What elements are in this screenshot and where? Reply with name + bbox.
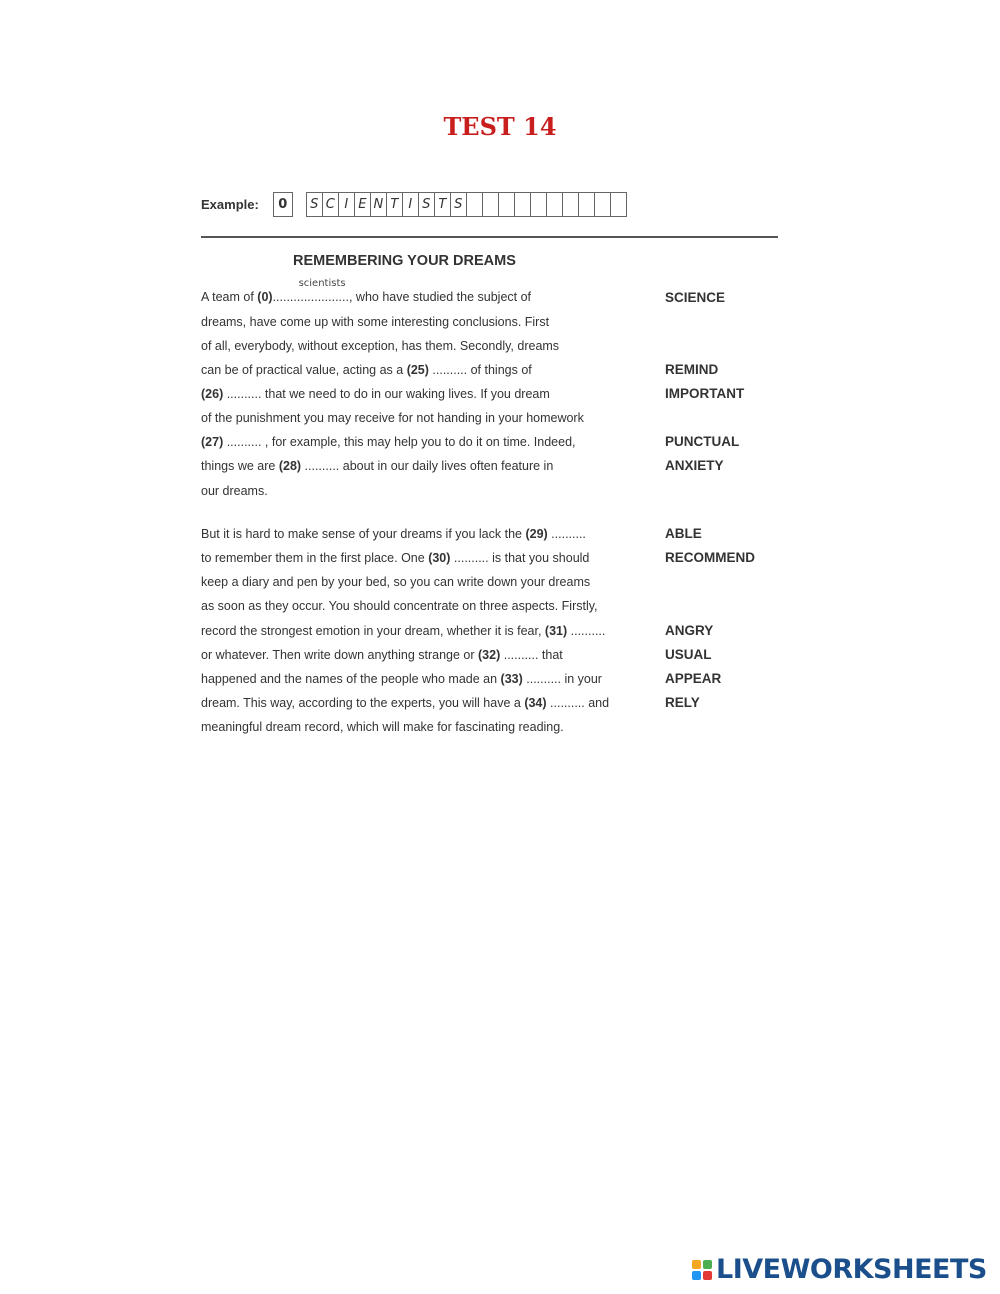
text-line: record the strongest emotion in your dream, whether it is fear, (31) ..........: [201, 624, 606, 638]
example-letter-box: [466, 192, 483, 217]
example-number-box: 0: [273, 192, 293, 217]
gap-27[interactable]: .......... , for example, this may help you to do it on time. Indeed,: [223, 435, 576, 449]
gap-33[interactable]: .......... in your: [522, 672, 602, 686]
gap-34[interactable]: .......... and: [546, 696, 610, 710]
example-letter-box: [562, 192, 579, 217]
text-line: [201, 435, 576, 449]
gap-29[interactable]: ..........: [547, 527, 586, 541]
example-label: Example:: [201, 196, 259, 212]
gap-30[interactable]: .......... is that you should: [450, 551, 590, 565]
example-letter-box: T: [386, 192, 403, 217]
example-letter-box: [482, 192, 499, 217]
liveworksheets-logo: [692, 1254, 987, 1285]
keyword-punctual: PUNCTUAL: [665, 434, 740, 449]
example-letter-box: [514, 192, 531, 217]
text-line: A team of (0)...................... scientists , who have studied the subject of: [201, 278, 532, 304]
gap-number-28: (28): [278, 459, 302, 473]
example-letter-box: E: [354, 192, 371, 217]
keyword-recommend: RECOMMEND: [665, 550, 755, 565]
example-row: [201, 190, 627, 218]
text-line: of the punishment you may receive for not handing in your homework: [201, 411, 584, 425]
text-line: things we are (28) .......... about in our daily lives often feature in: [201, 459, 554, 473]
gap-number-31: (31): [544, 624, 568, 638]
page-title: TEST 14: [443, 112, 557, 141]
keyword-anxiety: ANXIETY: [665, 458, 724, 473]
keyword-remind: REMIND: [665, 362, 719, 377]
gap-25[interactable]: .......... of things of: [428, 363, 532, 377]
handwritten-answer: scientists: [298, 278, 346, 289]
gap-number-29: (29): [525, 527, 548, 541]
keyword-appear: APPEAR: [665, 671, 722, 686]
example-letter-box: I: [338, 192, 355, 217]
gap-32[interactable]: .......... that: [500, 648, 563, 662]
text-line: keep a diary and pen by your bed, so you can write down your dreams: [201, 575, 591, 589]
text-line: or whatever. Then write down anything strange or (32) .......... that: [201, 648, 563, 662]
text-line: dreams, have come up with some interesting conclusions. First: [201, 315, 550, 329]
gap-number-27: (27): [201, 435, 224, 449]
keyword-science: SCIENCE: [665, 290, 726, 305]
text-line: as soon as they occur. You should concentrate on three aspects. Firstly,: [201, 599, 598, 613]
logo-square: [692, 1271, 701, 1280]
gap-number-30: (30): [428, 551, 451, 565]
text-line: to remember them in the first place. One (30) .......... is that you should: [201, 551, 590, 565]
text-line: [201, 387, 550, 401]
text-line: of all, everybody, without exception, has them. Secondly, dreams: [201, 339, 560, 353]
liveworksheets-logo-icon: [692, 1260, 712, 1280]
example-letter-box: N: [370, 192, 387, 217]
gap-number-33: (33): [500, 672, 523, 686]
example-letter-box: [594, 192, 611, 217]
example-letter-box: [578, 192, 595, 217]
text-line: happened and the names of the people who made an (33) .......... in your: [201, 672, 602, 686]
divider: [201, 236, 778, 238]
example-letter-box: S: [418, 192, 435, 217]
brand-name: LIVEWORKSHEETS: [716, 1254, 987, 1285]
text-line: meaningful dream record, which will make for fascinating reading.: [201, 720, 564, 734]
example-letter-boxes: [307, 192, 627, 217]
gap-number-26: (26): [201, 387, 224, 401]
text-heading: REMEMBERING YOUR DREAMS: [293, 253, 516, 269]
logo-square: [703, 1271, 712, 1280]
logo-square: [692, 1260, 701, 1269]
text-line: can be of practical value, acting as a (25) .......... of things of: [201, 363, 532, 377]
gap-number-25: (25): [406, 363, 429, 377]
keyword-usual: USUAL: [665, 647, 712, 662]
example-letter-box: S: [450, 192, 467, 217]
gap-26[interactable]: .......... that we need to do in our waking lives. If you dream: [223, 387, 550, 401]
example-letter-box: [530, 192, 547, 217]
example-letter-box: [546, 192, 563, 217]
logo-square: [703, 1260, 712, 1269]
keyword-angry: ANGRY: [665, 623, 714, 638]
keyword-rely: RELY: [665, 695, 700, 710]
gap-28[interactable]: .......... about in our daily lives often feature in: [301, 459, 554, 473]
text-line: But it is hard to make sense of your dreams if you lack the (29) ..........: [201, 527, 586, 541]
text-line: our dreams.: [201, 484, 268, 498]
example-letter-box: [610, 192, 627, 217]
example-letter-box: T: [434, 192, 451, 217]
text-line: dream. This way, according to the experts, you will have a (34) .......... and: [201, 696, 610, 710]
gap-31[interactable]: ..........: [567, 624, 606, 638]
gap-number-34: (34): [524, 696, 547, 710]
example-letter-box: I: [402, 192, 419, 217]
keyword-able: ABLE: [665, 526, 702, 541]
gap-number-32: (32): [478, 648, 501, 662]
example-letter-box: S: [306, 192, 323, 217]
example-letter-box: C: [322, 192, 339, 217]
keyword-important: IMPORTANT: [665, 386, 745, 401]
example-letter-box: [498, 192, 515, 217]
